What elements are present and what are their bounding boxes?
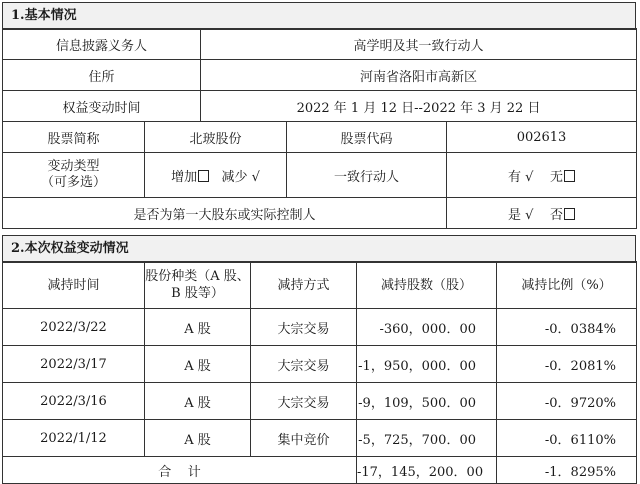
header-reduce-shares: 减持股数（股） xyxy=(357,262,497,309)
total-row xyxy=(3,457,637,484)
increase-checkbox xyxy=(198,170,209,182)
stock-name-label: 股票简称 xyxy=(3,122,145,153)
cell-share-type: A 股 xyxy=(145,309,251,346)
table-row xyxy=(3,346,637,383)
cell-shares: -5，725，700．00 xyxy=(357,420,497,457)
change-type-label-line1: 变动类型 xyxy=(47,159,100,174)
stock-name-value: 北玻股份 xyxy=(145,122,287,153)
concert-no: 无 xyxy=(549,169,563,185)
row-period xyxy=(3,91,637,122)
cell-date: 2022/3/22 xyxy=(3,309,145,346)
controller-no-checkbox xyxy=(564,208,575,220)
cell-method: 集中竞价 xyxy=(251,420,357,457)
concert-no-checkbox xyxy=(564,170,575,182)
cell-shares: -1，950，000．00 xyxy=(357,346,497,383)
address-label: 住所 xyxy=(3,60,201,91)
cell-shares: -9，109，500．00 xyxy=(357,383,497,420)
decrease-label: 减少 √ xyxy=(221,169,260,185)
total-ratio: -1．8295% xyxy=(497,457,637,484)
cell-ratio: -0．2081% xyxy=(497,346,637,383)
discloser-label: 信息披露义务人 xyxy=(3,29,201,60)
cell-ratio: -0．9720% xyxy=(497,383,637,420)
cell-method: 大宗交易 xyxy=(251,346,357,383)
section-basic-info-title: 1.基本情况 xyxy=(2,2,636,30)
cell-date: 2022/1/12 xyxy=(3,420,145,457)
row-stock xyxy=(3,122,637,153)
cell-date: 2022/3/16 xyxy=(3,383,145,420)
header-reduce-method: 减持方式 xyxy=(251,262,357,309)
header-reduce-date: 减持时间 xyxy=(3,262,145,309)
row-controller xyxy=(3,198,637,229)
change-type-options xyxy=(145,153,287,198)
cell-date: 2022/3/17 xyxy=(3,346,145,383)
controller-label: 是否为第一大股东或实际控制人 xyxy=(3,198,447,229)
row-address xyxy=(3,60,637,91)
discloser-value: 高学明及其一致行动人 xyxy=(201,29,637,60)
concert-label: 一致行动人 xyxy=(287,153,447,198)
section-equity-change-title: 2.本次权益变动情况 xyxy=(2,235,636,263)
cell-ratio: -0．0384% xyxy=(497,309,637,346)
row-change-type xyxy=(3,153,637,198)
stock-code-label: 股票代码 xyxy=(287,122,447,153)
row-discloser xyxy=(3,29,637,60)
total-label: 合 计 xyxy=(3,457,357,484)
total-shares: -17，145，200．00 xyxy=(357,457,497,484)
cell-ratio: -0．6110% xyxy=(497,420,637,457)
basic-info-table xyxy=(2,28,637,229)
reduction-header-row xyxy=(3,262,637,309)
period-label: 权益变动时间 xyxy=(3,91,201,122)
cell-share-type: A 股 xyxy=(145,420,251,457)
header-reduce-ratio: 减持比例（%） xyxy=(497,262,637,309)
cell-share-type: A 股 xyxy=(145,346,251,383)
concert-yes: 有 √ xyxy=(508,169,534,185)
controller-no: 否 xyxy=(549,207,563,223)
table-row xyxy=(3,383,637,420)
table-row xyxy=(3,420,637,457)
cell-share-type: A 股 xyxy=(145,383,251,420)
controller-options xyxy=(447,198,637,229)
table-row xyxy=(3,309,637,346)
address-value: 河南省洛阳市高新区 xyxy=(201,60,637,91)
increase-label: 增加 xyxy=(171,169,198,185)
change-type-label xyxy=(3,153,145,198)
cell-method: 大宗交易 xyxy=(251,309,357,346)
period-value: 2022 年 1 月 12 日--2022 年 3 月 22 日 xyxy=(201,91,637,122)
stock-code-value: 002613 xyxy=(447,122,637,153)
cell-shares: -360，000．00 xyxy=(357,309,497,346)
reduction-table xyxy=(2,261,637,484)
concert-options xyxy=(447,153,637,198)
header-share-type: 股份种类（A 股、B 股等） xyxy=(145,262,251,309)
change-type-label-line2: （可多选） xyxy=(40,175,106,190)
equity-change-report xyxy=(2,2,636,480)
cell-method: 大宗交易 xyxy=(251,383,357,420)
controller-yes: 是 √ xyxy=(508,207,534,223)
